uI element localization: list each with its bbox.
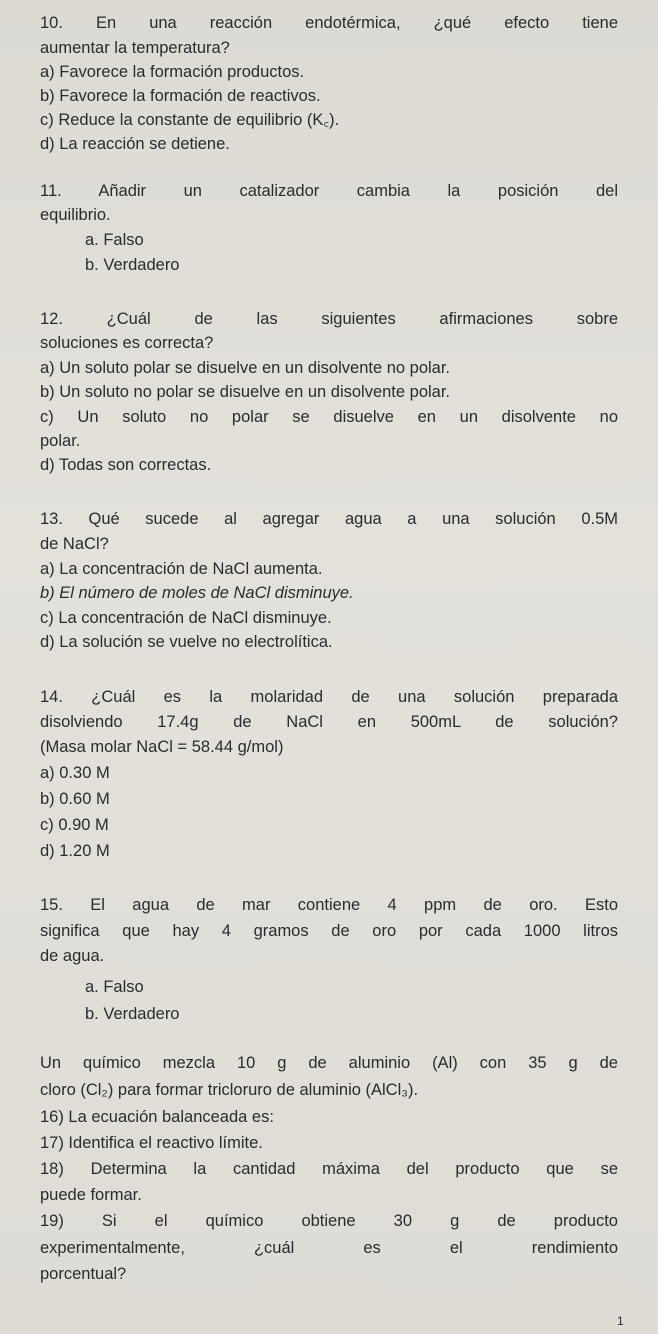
- problem-intro-line-1: Un químico mezcla 10 g de aluminio (Al) con 35 g de: [40, 1054, 618, 1072]
- q12-option-c-cont: polar.: [40, 432, 81, 450]
- q13-stem-line-2: de NaCl?: [40, 535, 109, 553]
- problem-intro-line-2: cloro (Cl₂) para formar tricloruro de aluminio (AlCl₃).: [40, 1081, 419, 1099]
- q19-item-line-2: experimentalmente, ¿cuál es el rendimiento: [40, 1239, 618, 1257]
- q10-stem-line-1: 10. En una reacción endotérmica, ¿qué efecto tiene: [40, 14, 618, 32]
- q11-option-b: b. Verdadero: [85, 256, 180, 274]
- q15-option-a: a. Falso: [85, 978, 144, 996]
- q10-option-b: b) Favorece la formación de reactivos.: [40, 87, 321, 105]
- q19-item-line-1: 19) Si el químico obtiene 30 g de producto: [40, 1212, 618, 1230]
- q11-stem-line-2: equilibrio.: [40, 206, 111, 224]
- q13-option-a: a) La concentración de NaCl aumenta.: [40, 560, 323, 578]
- page-number: 1: [617, 1314, 624, 1328]
- q10-option-c: c) Reduce la constante de equilibrio (K꜀).: [40, 111, 340, 129]
- q17-item: 17) Identifica el reactivo límite.: [40, 1134, 263, 1152]
- q15-stem-line-3: de agua.: [40, 947, 105, 965]
- q12-option-d: d) Todas son correctas.: [40, 456, 212, 474]
- q14-option-b: b) 0.60 M: [40, 790, 110, 808]
- q14-stem-line-1: 14. ¿Cuál es la molaridad de una solución preparada: [40, 688, 618, 706]
- q12-option-a: a) Un soluto polar se disuelve en un disolvente no polar.: [40, 359, 451, 377]
- q14-stem-line-3: (Masa molar NaCl = 58.44 g/mol): [40, 738, 284, 756]
- q12-stem-line-2: soluciones es correcta?: [40, 334, 214, 352]
- q12-option-c: c) Un soluto no polar se disuelve en un disolvente no: [40, 408, 618, 426]
- q19-item-line-3: porcentual?: [40, 1265, 127, 1283]
- q11-option-a: a. Falso: [85, 231, 144, 249]
- q15-stem-line-1: 15. El agua de mar contiene 4 ppm de oro. Esto: [40, 896, 618, 914]
- q12-option-b: b) Un soluto no polar se disuelve en un disolvente polar.: [40, 383, 451, 401]
- q14-option-a: a) 0.30 M: [40, 764, 110, 782]
- q18-item-line-1: 18) Determina la cantidad máxima del producto que se: [40, 1160, 618, 1178]
- q11-stem-line-1: 11. Añadir un catalizador cambia la posición del: [40, 182, 618, 200]
- q13-option-b: b) El número de moles de NaCl disminuye.: [40, 584, 354, 602]
- q18-item-line-2: puede formar.: [40, 1186, 142, 1204]
- q15-stem-line-2: significa que hay 4 gramos de oro por cada 1000 litros: [40, 922, 618, 940]
- q10-stem-line-2: aumentar la temperatura?: [40, 39, 230, 57]
- q16-item: 16) La ecuación balanceada es:: [40, 1108, 274, 1126]
- q10-option-a: a) Favorece la formación productos.: [40, 63, 305, 81]
- q13-option-c: c) La concentración de NaCl disminuye.: [40, 609, 332, 627]
- q13-stem-line-1: 13. Qué sucede al agregar agua a una solución 0.5M: [40, 510, 618, 528]
- q10-option-d: d) La reacción se detiene.: [40, 135, 230, 153]
- q14-option-d: d) 1.20 M: [40, 842, 110, 860]
- q15-option-b: b. Verdadero: [85, 1005, 180, 1023]
- q14-stem-line-2: disolviendo 17.4g de NaCl en 500mL de solución?: [40, 713, 618, 731]
- q14-option-c: c) 0.90 M: [40, 816, 109, 834]
- q12-stem-line-1: 12. ¿Cuál de las siguientes afirmaciones sobre: [40, 310, 618, 328]
- q13-option-d: d) La solución se vuelve no electrolítica.: [40, 633, 333, 651]
